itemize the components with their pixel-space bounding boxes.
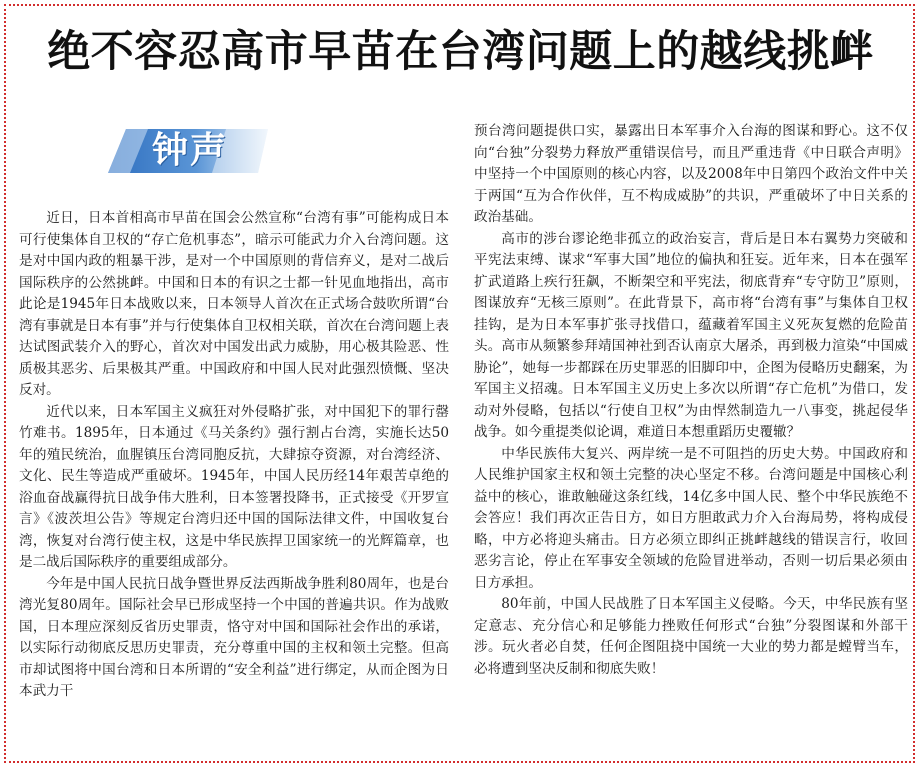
paragraph: 今年是中国人民抗日战争暨世界反法西斯战争胜利80周年，也是台湾光复80周年。国际社会早已形成坚持一个中国的普遍共识。作为战败国，日本理应深刻反省历史罪责，恪守对中国和国际社会作出的承诺，以实际行动彻底反思历史罪责，充分尊重中国的主权和领土完整。但高市却试图将中国台湾和日本所谓的“安全利益”进行绑定，从而企图为日本武力干 [19,575,449,699]
paragraph: 近日，日本首相高市早苗在国会公然宣称“台湾有事”可能构成日本可行使集体自卫权的“存亡危机事态”，暗示可能武力介入台湾问题。这是对中国内政的粗暴干涉，是对一个中国原则的背信弃义，是对二战后国际秩序的公然挑衅。中国和日本的有识之士都一针见血地指出，高市此论是1945年日本战败以来，日本领导人首次在正式场合鼓吹所谓“台湾有事就是日本有事”并与行使集体自卫权相关联，首次在台湾问题上表达试图武装介入的野心，首次对中国发出武力威胁，用心极其险恶、性质极其恶劣、后果极其严重。中国政府和中国人民对此强烈愤慨、坚决反对。 [19,210,449,398]
column-tag [108,125,268,177]
column-tag-label: 钟声 [152,130,229,171]
headline: 绝不容忍高市早苗在台湾问题上的越线挑衅 [47,27,874,77]
paragraph: 中华民族伟大复兴、两岸统一是不可阻挡的历史大势。中国政府和人民维护国家主权和领土完整的决心坚定不移。台湾问题是中国核心利益中的核心，谁敢触碰这条红线，14亿多中国人民、整个中华民族绝不会答应！我们再次正告日方，如日方胆敢武力介入台海局势，将构成侵略，中方必将迎头痛击。日方必须立即纠正挑衅越线的错误言行，收回恶劣言论，停止在军事安全领域的危险冒进举动，否则一切后果必须由日方承担。 [474,445,908,591]
right-column [474,121,908,680]
paragraph: 80年前，中国人民战胜了日本军国主义侵略。今天，中华民族有坚定意志、充分信心和足够能力挫败任何形式“台独”分裂图谋和外部干涉。玩火者必自焚，任何企图阻挠中国统一大业的势力都是螳臂当车，必将遭到坚决反制和彻底失败！ [474,596,908,677]
paragraph: 近代以来，日本军国主义疯狂对外侵略扩张，对中国犯下的罪行罄竹难书。1895年，日本通过《马关条约》强行割占台湾，实施长达50年的殖民统治，血腥镇压台湾同胞反抗，大肆掠夺资源，对台湾经济、文化、民生等造成严重破坏。1945年，中国人民历经14年艰苦卓绝的浴血奋战赢得抗日战争伟大胜利，日本签署投降书，正式接受《开罗宣言》《波茨坦公告》等规定台湾归还中国的国际法律文件，中国收复台湾，恢复对台湾行使主权，这是中华民族捍卫国家统一的光辉篇章，也是二战后国际秩序的重要组成部分。 [19,403,449,570]
paragraph: 高市的涉台谬论绝非孤立的政治妄言，背后是日本右翼势力突破和平宪法束缚、谋求“军事大国”地位的偏执和狂妄。近年来，日本在强军扩武道路上疾行狂飙，不断架空和平宪法，彻底背弃“专守防卫”原则，图谋放弃“无核三原则”。在此背景下，高市将“台湾有事”与集体自卫权挂钩，是为日本军事扩张寻找借口，蕴藏着军国主义死灰复燃的危险苗头。高市从频繁参拜靖国神社到否认南京大屠杀，再到极力渲染“中国威胁论”，她每一步都踩在历史罪恶的旧脚印中，企图为侵略历史翻案，为军国主义招魂。日本军国主义历史上多次以所谓“存亡危机”为借口，发动对外侵略，包括以“行使自卫权”为由悍然制造九一八事变，挑起侵华战争。如今重提类似论调，难道日本想重蹈历史覆辙？ [474,230,908,440]
left-column [19,208,449,703]
paragraph-continued: 预台湾问题提供口实，暴露出日本军事介入台海的图谋和野心。这不仅向“台独”分裂势力释放严重错误信号，而且严重违背《中日联合声明》中坚持一个中国原则的核心内容，以及2008年中日第四个政治文件中关于两国“互为合作伙伴，互不构成威胁”的共识，严重破坏了中日关系的政治基础。 [474,123,908,225]
